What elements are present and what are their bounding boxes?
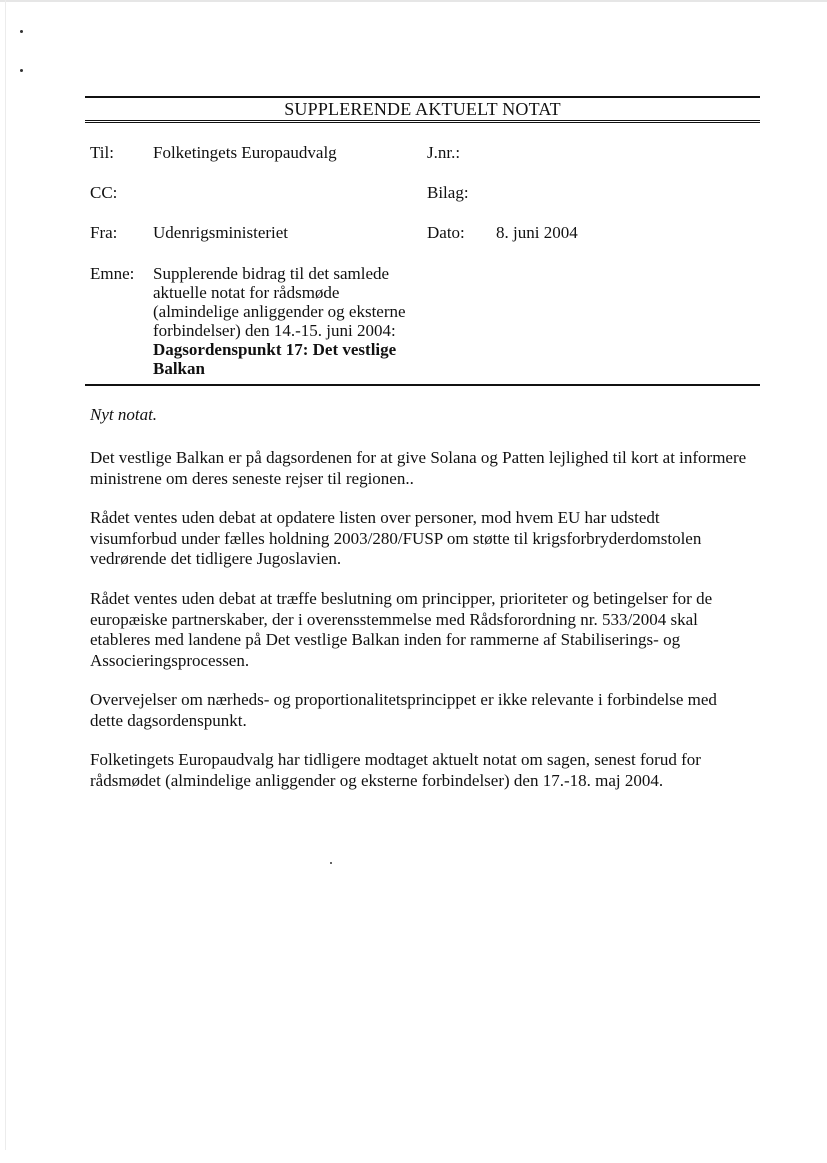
- paragraph: [90, 448, 760, 489]
- cc-label: CC:: [90, 183, 118, 202]
- meta-bottom-rule: [85, 384, 760, 386]
- date-label: Dato:: [427, 223, 465, 242]
- from-label: Fra:: [90, 223, 118, 242]
- to-value: Folketingets Europaudvalg: [153, 143, 337, 162]
- header-rule-thin: [85, 120, 760, 121]
- scan-top-edge: [0, 0, 827, 2]
- paragraph-line: dette dagsordenspunkt.: [90, 710, 247, 730]
- jnr-label: J.nr.:: [427, 143, 461, 162]
- document-title: SUPPLERENDE AKTUELT NOTAT: [284, 99, 561, 119]
- paragraph: [90, 750, 760, 791]
- subject-agenda-item: Dagsordenspunkt 17: Det vestlige: [153, 340, 397, 359]
- subject-line: Supplerende bidrag til det samlede: [153, 264, 390, 283]
- to-label: Til:: [90, 143, 114, 162]
- paragraph: [90, 508, 760, 570]
- subject-line: forbindelser) den 14.-15. juni 2004:: [153, 321, 396, 340]
- paragraph-line: Overvejelser om nærheds- og proportionalitetsprincippet er ikke relevante i forbindelse med: [90, 690, 717, 709]
- paragraph-line: vedrørende det tidligere Jugoslavien.: [90, 549, 342, 568]
- paragraph-line: Det vestlige Balkan er på dagsordenen for at give Solana og Patten lejlighed til kort at informere: [90, 448, 747, 467]
- paragraph-line: ministrene om deres seneste rejser til regionen..: [90, 468, 414, 488]
- scan-speck: [330, 862, 332, 864]
- paragraph: [90, 690, 760, 731]
- bilag-label: Bilag:: [427, 183, 469, 202]
- scan-speck: [20, 69, 23, 72]
- subject-line: aktuelle notat for rådsmøde: [153, 283, 340, 302]
- paragraph-line: Folketingets Europaudvalg har tidligere modtaget aktuelt notat om sagen, senest forud for: [90, 750, 701, 769]
- paragraph-line: europæiske partnerskaber, der i overensstemmelse med Rådsforordning nr. 533/2004 skal: [90, 609, 698, 629]
- subject-agenda-item: Balkan: [153, 359, 205, 378]
- subject-label: Emne:: [90, 264, 135, 283]
- scan-speck: [20, 30, 23, 33]
- date-value: 8. juni 2004: [496, 223, 578, 242]
- new-note-label: Nyt notat.: [90, 405, 158, 424]
- header-rule-thin: [85, 122, 760, 123]
- paragraph-line: Rådet ventes uden debat at træffe beslutning om principper, prioriteter og betingelser for de: [90, 589, 713, 608]
- paragraph-line: Associeringsprocessen.: [90, 650, 250, 670]
- paragraph-line: visumforbud under fælles holdning 2003/280/FUSP om støtte til krigsforbryderdomstolen: [90, 528, 702, 548]
- subject-block: [153, 264, 423, 378]
- paragraph-line: rådsmødet (almindelige anliggender og eksterne forbindelser) den 17.-18. maj 2004.: [90, 770, 664, 790]
- from-value: Udenrigsministeriet: [153, 223, 289, 242]
- scan-left-edge: [5, 0, 6, 1150]
- paragraph-line: Rådet ventes uden debat at opdatere listen over personer, mod hvem EU har udstedt: [90, 508, 660, 527]
- paragraph: [90, 589, 760, 671]
- paragraph-line: etableres med landene på Det vestlige Balkan inden for rammerne af Stabiliserings- og: [90, 630, 681, 649]
- subject-line: (almindelige anliggender og eksterne: [153, 302, 406, 321]
